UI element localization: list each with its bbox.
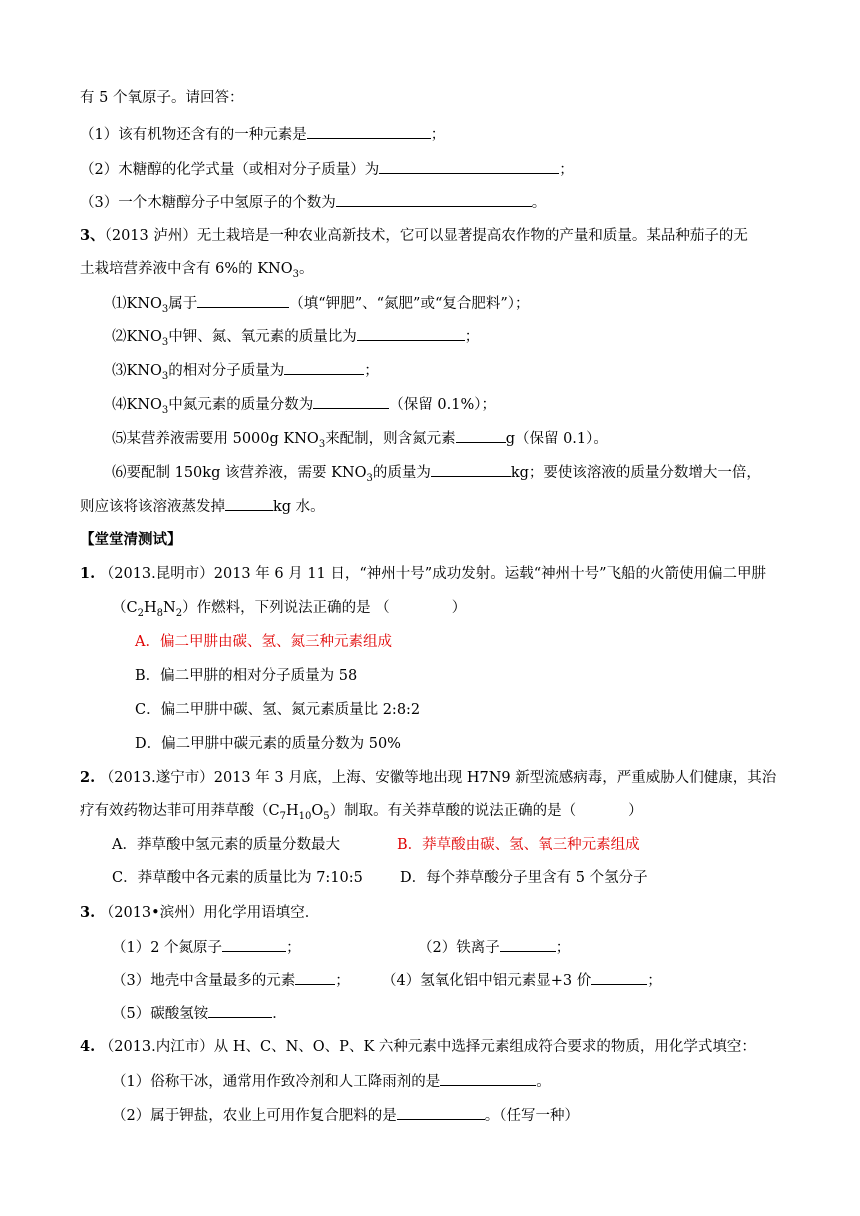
- test-2-line-1: [80, 768, 776, 788]
- sub-text: 中钾、氮、氧元素的质量比为: [168, 329, 357, 345]
- intro-question-3: [80, 192, 546, 213]
- item-text: 。（任写一种）: [484, 1108, 579, 1124]
- question-number: 2.: [80, 769, 96, 786]
- subscript: 2: [175, 607, 183, 619]
- sub-text: ⑵KNO: [112, 329, 162, 345]
- problem-text: （2013 泸州）无土栽培是一种农业高新技术，它可以显著提高农作物的产量和质量。某品种茄子的无: [104, 228, 748, 244]
- sub-text: ；: [364, 363, 379, 379]
- test-1-option-c[interactable]: C．偏二甲肼中碳、氢、氮元素质量比 2:8:2: [135, 702, 421, 718]
- question-text: ）: [451, 600, 467, 616]
- test-2-option-a[interactable]: A．莽草酸中氢元素的质量分数最大: [112, 837, 340, 853]
- sub-text: ⑴KNO: [112, 296, 162, 312]
- question-text: （3）一个木糖醇分子中氢原子的个数为: [80, 195, 336, 211]
- question-text: ）作燃料，下列说法正确的是 （: [182, 600, 390, 616]
- item-text: （4）氢氧化铝中铝元素显+3 价: [382, 973, 592, 989]
- question-text: （2013.昆明市）2013 年 6 月 11 日，“神州十号”成功发射。运载“神州十号”飞船的火箭使用偏二甲肼: [99, 566, 767, 582]
- answer-blank[interactable]: [591, 970, 647, 985]
- punctuation: ；: [430, 127, 446, 143]
- sub-text: ⑸某营养液需要用 5000g KNO: [112, 431, 319, 447]
- subscript: 3: [366, 472, 373, 484]
- section-title: 【堂堂清测试】: [80, 531, 182, 548]
- sub-text: 来配制，则含氮元素: [325, 431, 456, 447]
- problem-3-line-1: [80, 226, 748, 246]
- test-1-option-a[interactable]: A．偏二甲肼由碳、氢、氮三种元素组成: [135, 634, 392, 650]
- sub-text: 属于: [168, 296, 198, 312]
- question-text: N: [163, 600, 176, 616]
- item-text: （5）碳酸氢铵: [112, 1006, 209, 1022]
- test-2-line-2: [80, 801, 643, 821]
- answer-blank[interactable]: [397, 1105, 485, 1120]
- test-3-item-2: [418, 937, 570, 958]
- subscript: 7: [279, 810, 286, 822]
- test-3-line-1: [80, 903, 319, 923]
- test-3-item-1: [112, 937, 301, 958]
- sub-text: （填“钾肥”、“氮肥”或“复合肥料”）；: [289, 296, 530, 312]
- sub-text: ⑷KNO: [112, 397, 162, 413]
- test-3-item-3: [112, 970, 350, 991]
- intro-text: 有 5 个氧原子。请回答：: [80, 90, 244, 106]
- item-text: （1）2 个氮原子: [112, 940, 223, 956]
- test-3-item-4: [382, 970, 662, 991]
- subscript: 3: [161, 336, 169, 348]
- question-text: ）制取。有关莽草酸的说法正确的是（: [329, 803, 577, 819]
- problem-3-sub-4: [112, 394, 496, 415]
- question-text: （2013.遂宁市）2013 年 3 月底，上海、安徽等地出现 H7N9 新型流感病毒，严重威胁人们健康，其治: [99, 770, 777, 786]
- answer-blank[interactable]: [456, 428, 506, 443]
- subscript: 8: [156, 607, 164, 619]
- answer-blank[interactable]: [208, 1003, 272, 1018]
- punctuation: ；: [335, 973, 350, 989]
- punctuation: ；: [559, 162, 574, 178]
- question-number: 1.: [80, 565, 96, 582]
- question-text: （1）该有机物还含有的一种元素是: [80, 127, 307, 143]
- subscript: 10: [298, 810, 312, 822]
- subscript: 3: [161, 370, 169, 382]
- punctuation: 。: [531, 195, 547, 211]
- problem-3-sub-3: [112, 360, 379, 381]
- problem-text: 土栽培营养液中含有 6%的 KNO: [80, 261, 293, 277]
- answer-blank[interactable]: [313, 394, 389, 409]
- sub-text: ⑶KNO: [112, 363, 162, 379]
- intro-question-2: [80, 159, 574, 180]
- test-1-option-d[interactable]: D．偏二甲肼中碳元素的质量分数为 50%: [135, 736, 401, 752]
- problem-text: 。: [299, 261, 314, 277]
- question-text: （2013.内江市）从 H、C、N、O、P、K 六种元素中选择元素组成符合要求的物质，用化学式填空：: [99, 1039, 756, 1055]
- question-number: 3.: [80, 904, 96, 921]
- item-text: （2）属于钾盐，农业上可用作复合肥料的是: [112, 1108, 397, 1124]
- sub-text: ；: [464, 329, 480, 345]
- question-text: （2013•滨州）用化学用语填空．: [99, 905, 320, 921]
- sub-text: 的质量为: [372, 465, 431, 481]
- punctuation: 。: [536, 1074, 551, 1090]
- question-number: 4.: [80, 1038, 96, 1055]
- sub-text: kg 水。: [273, 499, 325, 515]
- intro-line: [80, 88, 243, 108]
- item-text: （2）铁离子: [418, 940, 500, 956]
- answer-blank[interactable]: [197, 293, 289, 308]
- test-4-item-1: [112, 1071, 551, 1092]
- problem-number: 3、: [80, 227, 105, 244]
- test-2-option-d[interactable]: D．每个莽草酸分子里含有 5 个氢分子: [400, 870, 648, 886]
- subscript: 3: [161, 303, 169, 315]
- answer-blank[interactable]: [440, 1071, 536, 1086]
- sub-text: g（保留 0.1）。: [505, 431, 608, 447]
- answer-blank[interactable]: [295, 970, 335, 985]
- answer-blank[interactable]: [336, 192, 532, 207]
- subscript: 2: [137, 607, 144, 619]
- punctuation: ．: [272, 1006, 287, 1022]
- sub-text: 中氮元素的质量分数为: [168, 397, 314, 413]
- punctuation: ；: [647, 973, 662, 989]
- test-4-line-1: [80, 1037, 756, 1057]
- answer-blank[interactable]: [431, 462, 511, 477]
- question-text: ）: [628, 803, 643, 819]
- sub-text: 的相对分子质量为: [168, 363, 285, 379]
- test-1-line-2: [112, 598, 466, 618]
- problem-3-line-2: [80, 259, 314, 279]
- sub-text: （保留 0.1%）；: [389, 397, 496, 413]
- problem-3-sub-6-cont: [80, 496, 325, 517]
- question-text: O: [311, 803, 324, 819]
- subscript: 3: [161, 404, 169, 416]
- intro-question-1: [80, 124, 445, 145]
- subscript: 5: [323, 810, 330, 822]
- problem-3-sub-6: [112, 462, 761, 483]
- problem-3-sub-2: [112, 326, 479, 347]
- question-text: H: [285, 803, 299, 819]
- question-text: H: [143, 600, 157, 616]
- subscript: 3: [318, 438, 326, 450]
- sub-text: kg；要使该溶液的质量分数增大一倍，: [510, 465, 761, 481]
- punctuation: ；: [555, 940, 571, 956]
- answer-blank[interactable]: [222, 937, 286, 952]
- test-4-item-2: [112, 1105, 579, 1126]
- question-text: 疗有效药物达菲可用莽草酸（C: [80, 803, 280, 819]
- sub-text: ⑹要配制 150kg 该营养液，需要 KNO: [112, 465, 367, 481]
- subscript: 3: [292, 268, 300, 280]
- problem-3-sub-1: [112, 293, 530, 314]
- problem-3-sub-5: [112, 428, 608, 449]
- punctuation: ；: [286, 940, 301, 956]
- answer-blank[interactable]: [500, 937, 556, 952]
- question-text: （C: [112, 600, 138, 616]
- question-text: （2）木糖醇的化学式量（或相对分子质量）为: [80, 162, 380, 178]
- answer-blank[interactable]: [379, 159, 559, 174]
- answer-blank[interactable]: [225, 496, 273, 511]
- answer-blank[interactable]: [307, 124, 431, 139]
- sub-text: 则应该将该溶液蒸发掉: [80, 499, 225, 515]
- test-2-option-b[interactable]: B．莽草酸由碳、氢、氧三种元素组成: [397, 837, 640, 853]
- test-1-option-b[interactable]: B．偏二甲肼的相对分子质量为 58: [135, 668, 358, 684]
- item-text: （3）地壳中含量最多的元素: [112, 973, 296, 989]
- test-3-item-5: [112, 1003, 287, 1024]
- item-text: （1）俗称干冰，通常用作致冷剂和人工降雨剂的是: [112, 1074, 441, 1090]
- answer-blank[interactable]: [284, 360, 364, 375]
- test-1-line-1: [80, 564, 766, 584]
- test-2-option-c[interactable]: C．莽草酸中各元素的质量比为 7:10:5: [112, 870, 363, 886]
- answer-blank[interactable]: [357, 326, 465, 341]
